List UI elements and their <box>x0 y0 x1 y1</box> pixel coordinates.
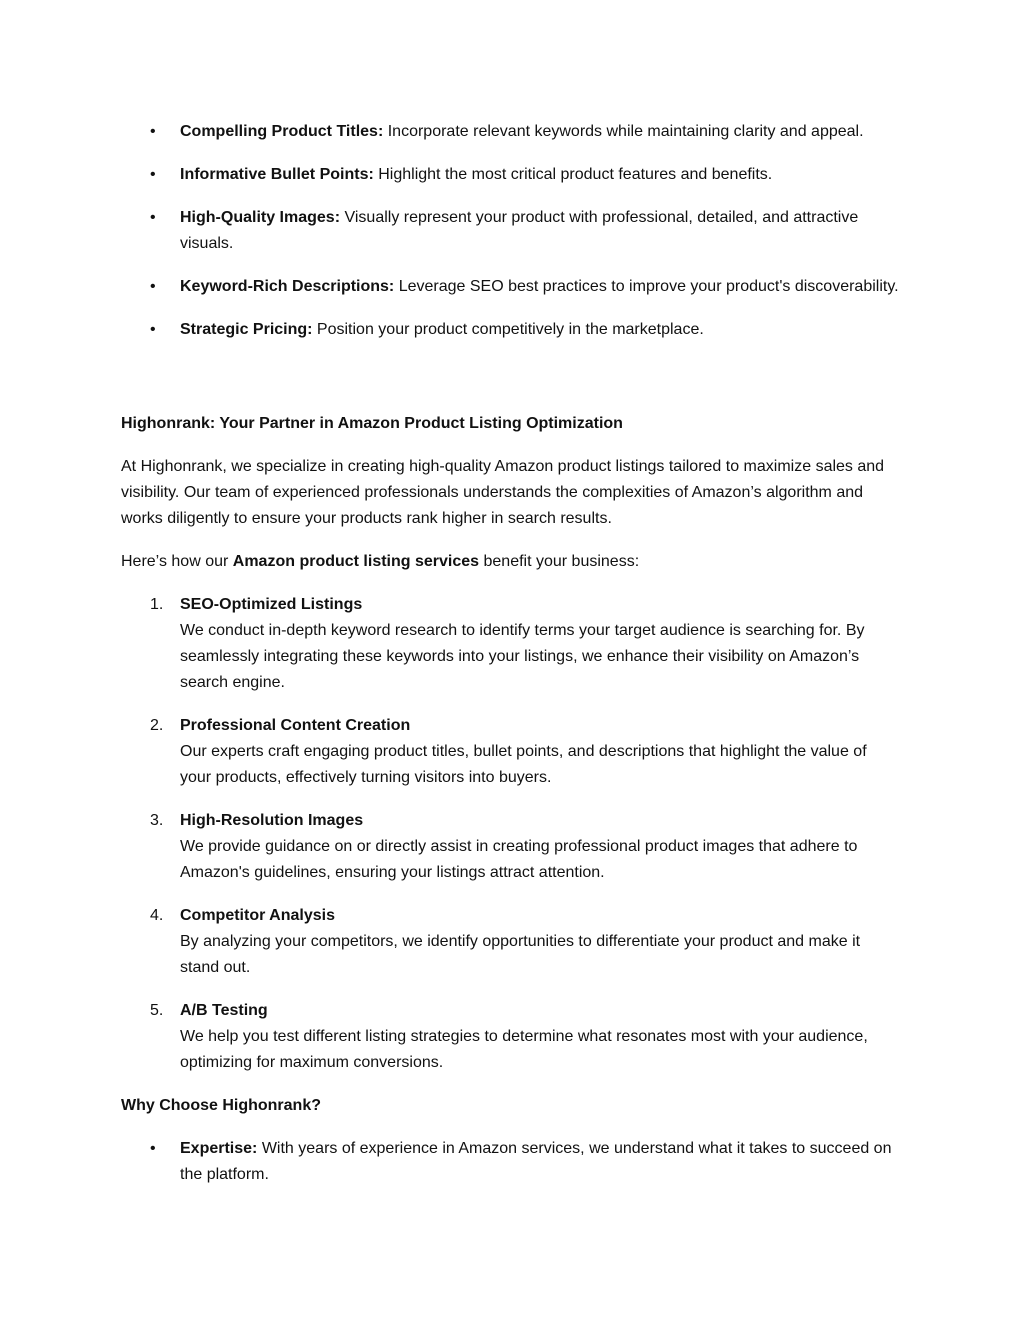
item-number: 1. <box>150 596 164 613</box>
bullet-icon: • <box>150 321 156 338</box>
list-item <box>121 998 900 1076</box>
list-item <box>121 1136 900 1188</box>
list-item <box>121 903 900 981</box>
service-text: We help you test different listing strategies to determine what resonates most with your audience, optimizing for maximum conversions. <box>180 1028 868 1071</box>
service-title: A/B Testing <box>180 1002 268 1019</box>
list-item <box>121 119 900 145</box>
bullet-text: Incorporate relevant keywords while maintaining clarity and appeal. <box>383 123 864 140</box>
service-title: SEO-Optimized Listings <box>180 596 363 613</box>
intro-bullet-list <box>121 119 900 343</box>
bullet-text: Position your product competitively in the marketplace. <box>312 321 704 338</box>
bullet-label: Compelling Product Titles: <box>180 123 384 140</box>
service-text: We conduct in-depth keyword research to identify terms your target audience is searching for. By seamlessly integrating these keywords into your listings, we enhance their visibility on Amazon’s search engine. <box>180 622 865 691</box>
why-choose-bullet-list <box>121 1136 900 1188</box>
item-number: 3. <box>150 812 164 829</box>
list-item <box>121 592 900 696</box>
bullet-icon: • <box>150 209 156 226</box>
bullet-label: Informative Bullet Points: <box>180 166 374 183</box>
bullet-icon: • <box>150 1140 156 1157</box>
item-number: 4. <box>150 907 164 924</box>
spacer <box>121 360 900 411</box>
service-text: Our experts craft engaging product titles, bullet points, and descriptions that highlight the value of your products, effectively turning visitors into buyers. <box>180 743 867 786</box>
lead-text-before: Here’s how our <box>121 553 233 570</box>
bullet-text: With years of experience in Amazon services, we understand what it takes to succeed on the platform. <box>180 1140 892 1183</box>
services-list <box>121 592 900 1076</box>
bullet-label: High-Quality Images: <box>180 209 341 226</box>
service-text: We provide guidance on or directly assist in creating professional product images that adhere to Amazon's guidelines, ensuring your listings attract attention. <box>180 838 858 881</box>
bullet-text: Leverage SEO best practices to improve your product's discoverability. <box>394 278 899 295</box>
service-title: High-Resolution Images <box>180 812 364 829</box>
intro-paragraph: At Highonrank, we specialize in creating high-quality Amazon product listings tailored to maximize sales and visibility. Our team of experienced professionals understands the complexities of Amazon’s algorithm and works diligently to ensure your products rank higher in search results. <box>121 458 885 527</box>
bullet-icon: • <box>150 278 156 295</box>
bullet-icon: • <box>150 123 156 140</box>
bullet-label: Strategic Pricing: <box>180 321 313 338</box>
service-text: By analyzing your competitors, we identify opportunities to differentiate your product and make it stand out. <box>180 933 861 976</box>
list-item <box>121 162 900 188</box>
service-title: Competitor Analysis <box>180 907 335 924</box>
bullet-text: Highlight the most critical product features and benefits. <box>373 166 773 183</box>
list-item <box>121 205 900 257</box>
bullet-label: Expertise: <box>180 1140 258 1157</box>
lead-paragraph <box>121 549 900 575</box>
bullet-text: Visually represent your product with professional, detailed, and attractive visuals. <box>180 209 859 252</box>
section-heading: Why Choose Highonrank? <box>121 1097 321 1114</box>
list-item <box>121 713 900 791</box>
list-item <box>121 274 900 300</box>
list-item <box>121 317 900 343</box>
item-number: 2. <box>150 717 164 734</box>
lead-text-after: benefit your business: <box>479 553 640 570</box>
section-heading: Highonrank: Your Partner in Amazon Product Listing Optimization <box>121 415 623 432</box>
lead-text-bold: Amazon product listing services <box>232 553 480 570</box>
bullet-icon: • <box>150 166 156 183</box>
list-item <box>121 808 900 886</box>
bullet-label: Keyword-Rich Descriptions: <box>180 278 395 295</box>
service-title: Professional Content Creation <box>180 717 411 734</box>
item-number: 5. <box>150 1002 164 1019</box>
